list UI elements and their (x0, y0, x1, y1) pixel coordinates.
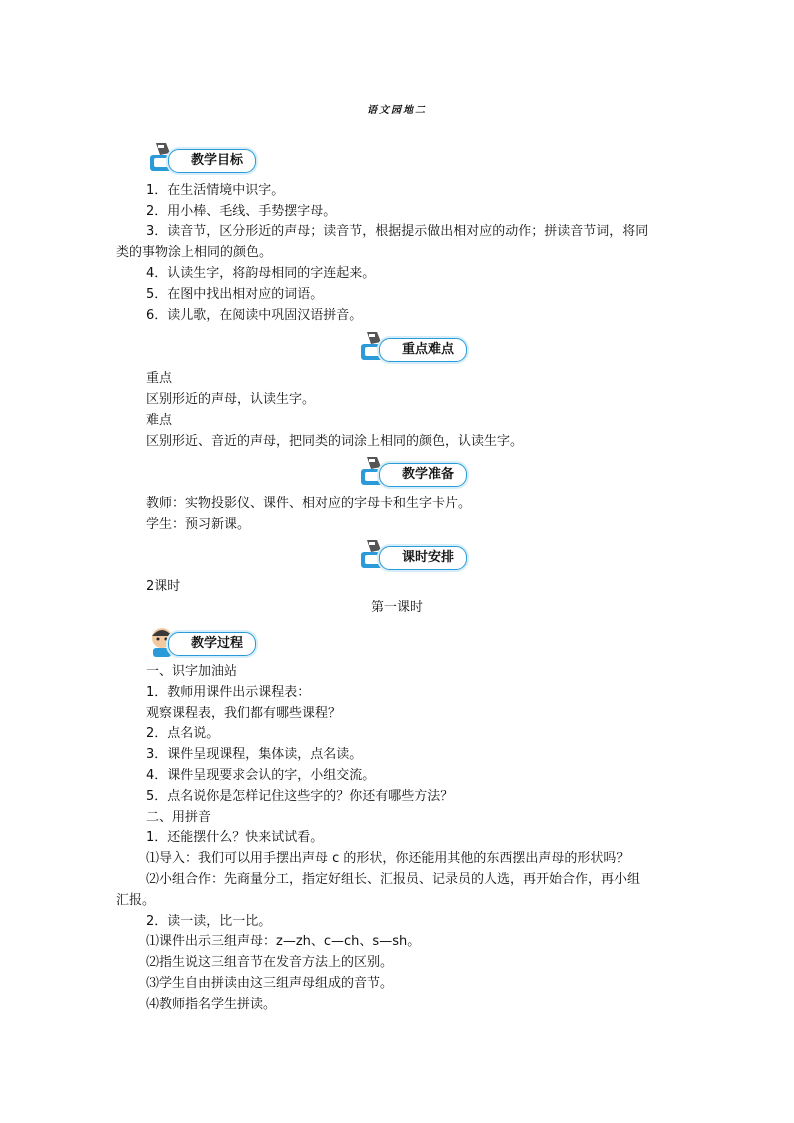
process-line: 3．课件呈现课程，集体读，点名读。 (146, 747, 363, 762)
goal-line-1: 1．在生活情境中识字。 (146, 183, 285, 198)
section-title-schedule: 课时安排 (379, 546, 467, 570)
process-line: ⑴课件出示三组声母：z—zh、c—ch、s—sh。 (146, 934, 421, 949)
process-line: 二、用拼音 (146, 810, 212, 825)
process-line: 2．读一读，比一比。 (146, 914, 272, 929)
process-line: ⑴导入：我们可以用手摆出声母 c 的形状，你还能用其他的东西摆出声母的形状吗？ (146, 851, 630, 866)
page-header: 语文园地二 (367, 105, 427, 116)
goal-line-3-cont: 类的事物涂上相同的颜色。 (116, 245, 273, 260)
section-title-keypoints: 重点难点 (379, 338, 467, 362)
difficulty-text: 区别形近、音近的声母，把同类的词涂上相同的颜色，认读生字。 (146, 434, 524, 449)
goal-line-3: 3．读音节，区分形近的声母；读音节，根据提示做出相对应的动作；拼读音节词，将同 (146, 224, 649, 239)
key-label: 重点 (146, 371, 173, 386)
section-title-prep: 教学准备 (379, 463, 467, 487)
goal-line-6: 6．读儿歌，在阅读中巩固汉语拼音。 (146, 308, 363, 323)
schedule-hours: 2课时 (146, 579, 181, 594)
prep-teacher: 教师：实物投影仪、课件、相对应的字母卡和生字卡片。 (146, 496, 472, 511)
process-line: 4．课件呈现要求会认的字，小组交流。 (146, 768, 376, 783)
section-title-goals: 教学目标 (168, 149, 256, 173)
goal-line-4: 4．认读生字，将韵母相同的字连起来。 (146, 266, 376, 281)
process-line: 1．还能摆什么？快来试试看。 (146, 830, 324, 845)
goal-line-2: 2．用小棒、毛线、手势摆字母。 (146, 204, 337, 219)
process-line: ⑵小组合作：先商量分工，指定好组长、汇报员、记录员的人选，再开始合作，再小组 (146, 872, 641, 887)
lesson-title: 第一课时 (370, 600, 423, 615)
key-text: 区别形近的声母，认读生字。 (146, 392, 316, 407)
process-line: 5．点名说你是怎样记住这些字的？你还有哪些方法？ (146, 789, 454, 804)
prep-student: 学生：预习新课。 (146, 517, 251, 532)
process-line: 一、识字加油站 (146, 664, 238, 679)
process-line: ⑷教师指名学生拼读。 (146, 997, 277, 1012)
process-line: 观察课程表，我们都有哪些课程？ (146, 706, 342, 721)
process-line: ⑶学生自由拼读由这三组声母组成的音节。 (146, 976, 394, 991)
process-line: 2．点名说。 (146, 726, 220, 741)
goal-line-5: 5．在图中找出相对应的词语。 (146, 287, 324, 302)
section-title-process: 教学过程 (168, 632, 256, 656)
process-line: 1．教师用课件出示课程表： (146, 685, 311, 700)
process-line: ⑵指生说这三组音节在发音方法上的区别。 (146, 955, 394, 970)
difficulty-label: 难点 (146, 413, 173, 428)
process-line: 汇报。 (116, 893, 156, 908)
